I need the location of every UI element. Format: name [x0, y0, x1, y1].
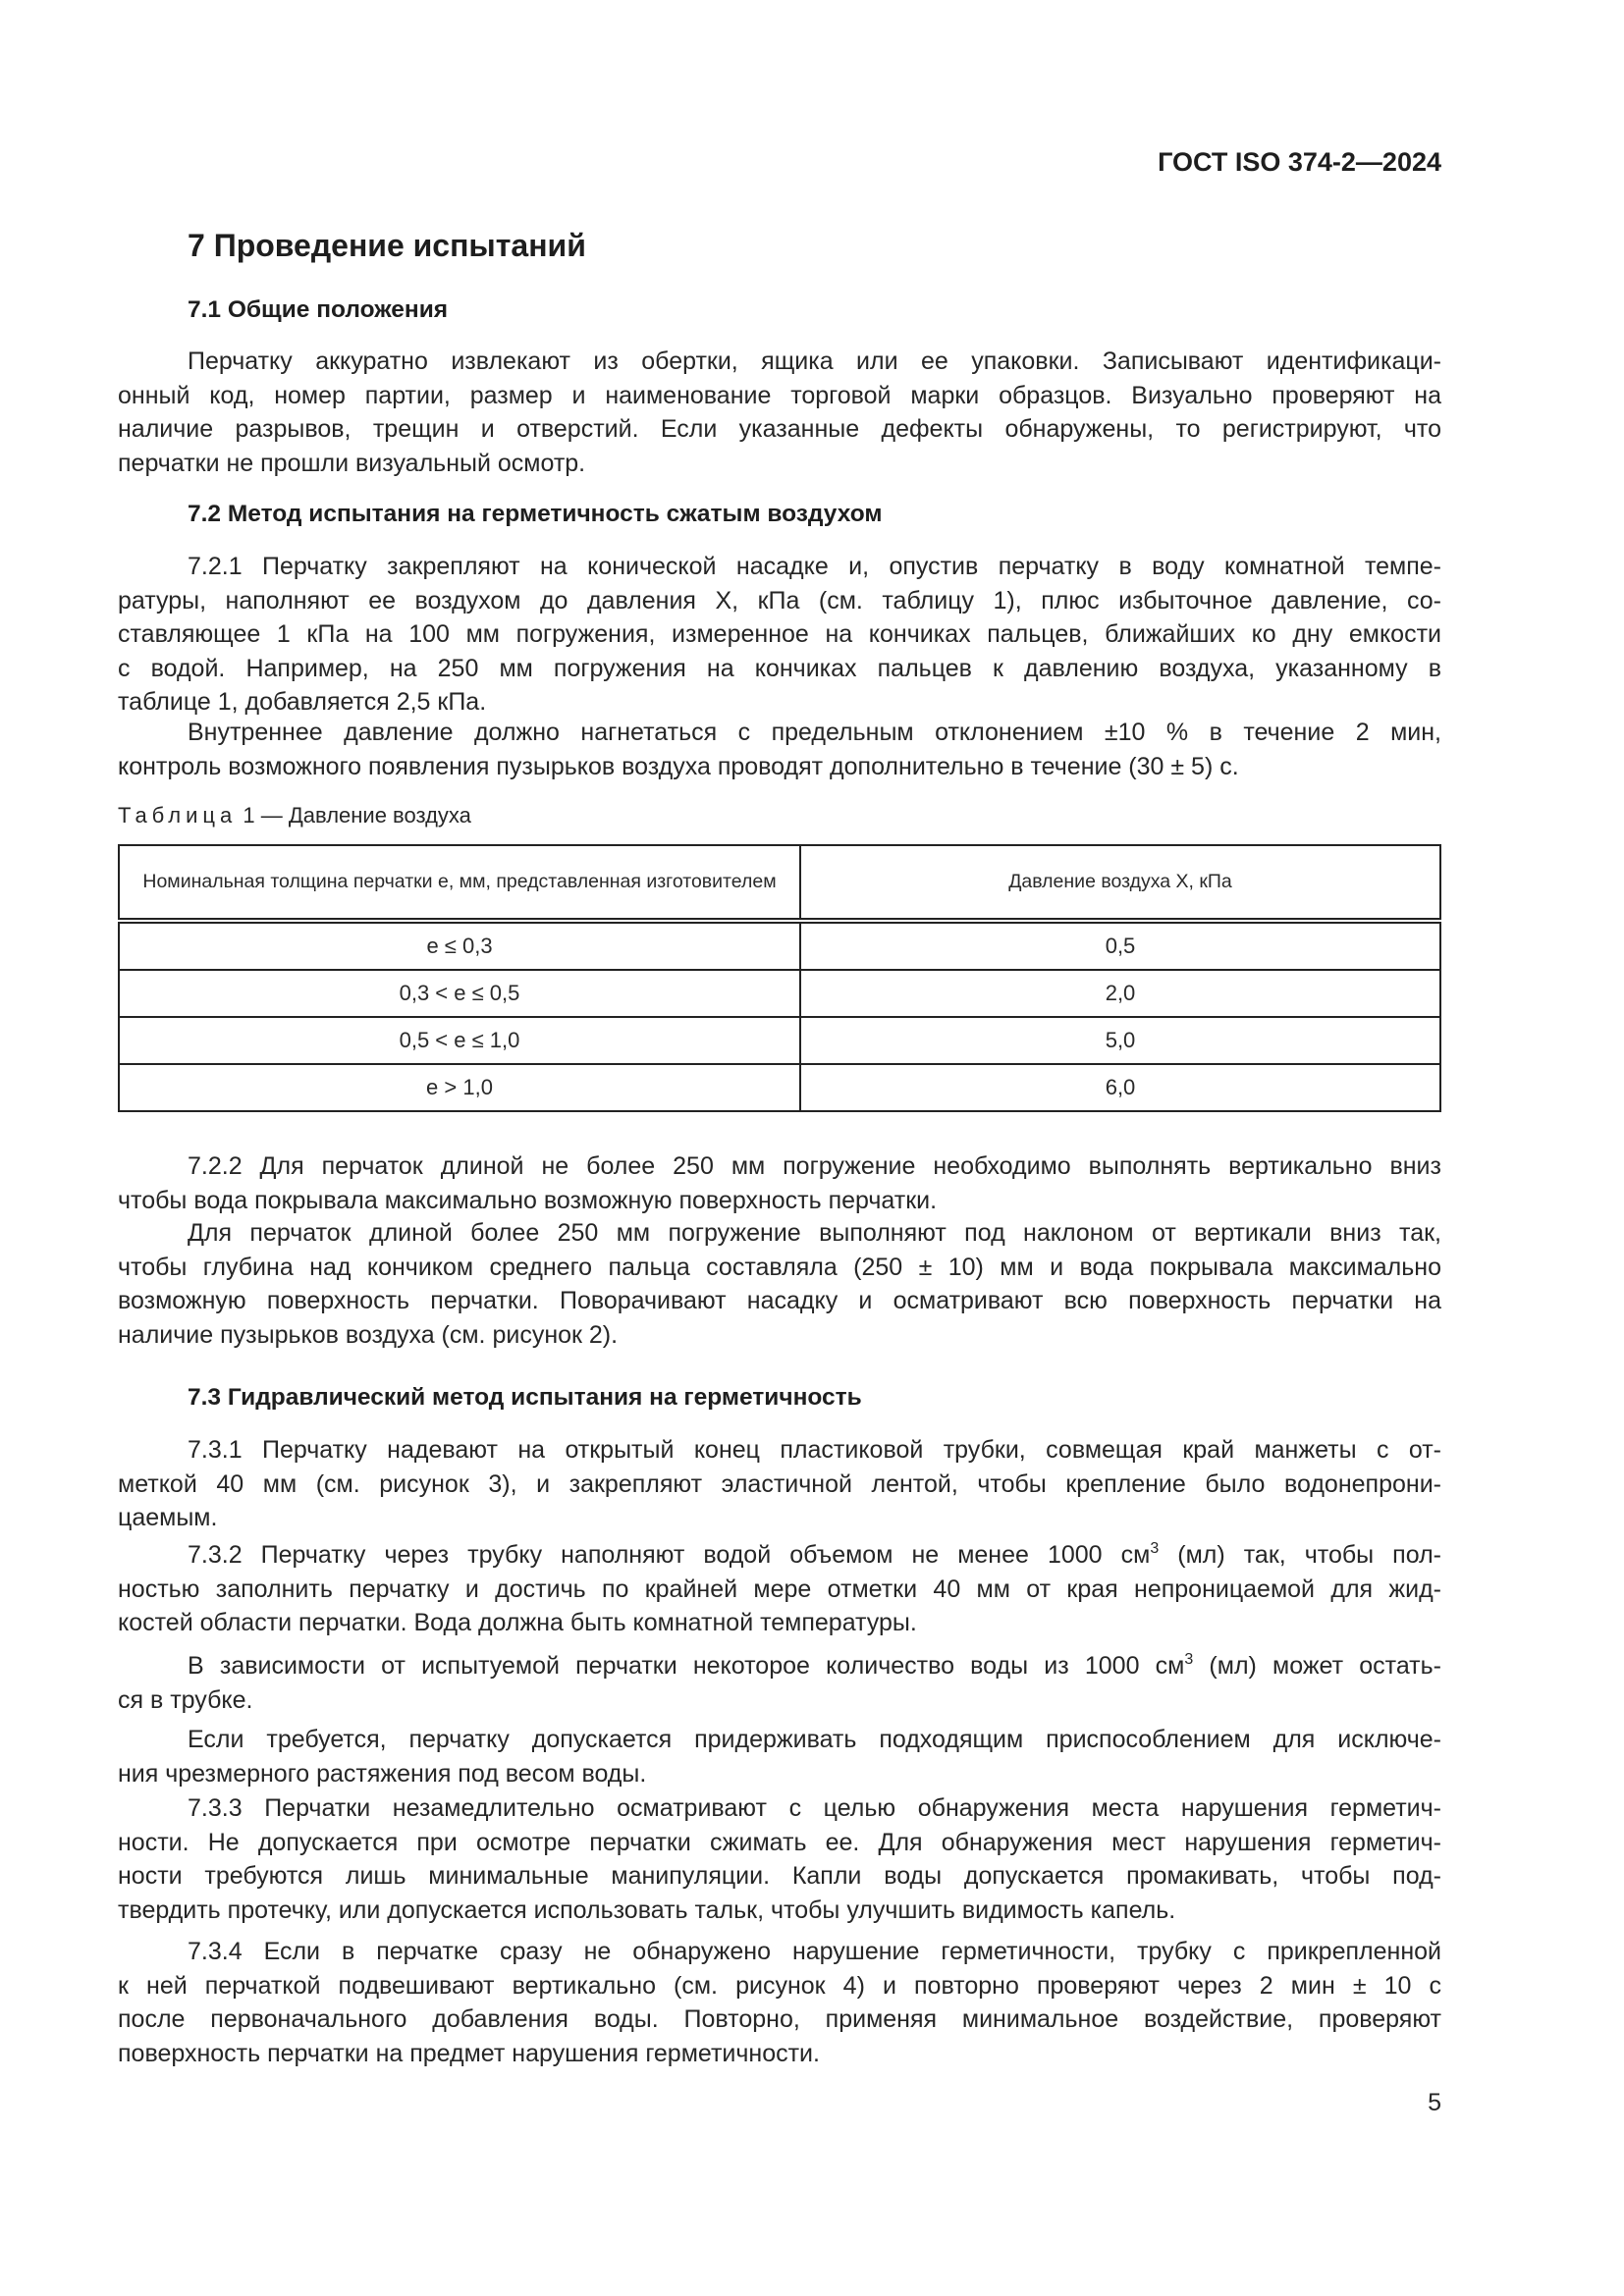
column-header-pressure: Давление воздуха X, кПа	[800, 845, 1440, 921]
text-line	[118, 584, 1441, 618]
text-line-content: контроль возможного появления пузырьков воздуха проводят дополнительно в течение (30 ± 5) с.	[118, 752, 1239, 780]
text-line-content: наличие разрывов, трещин и отверстий. Если указанные дефекты обнаружены, то регистрируют, что	[118, 415, 1441, 443]
text-line	[188, 1791, 1441, 1826]
text-line-content: после первоначального добавления воды. Повторно, применяя минимальное воздействие, проверяют	[118, 2005, 1441, 2033]
text-line-content: ности. Не допускается при осмотре перчатки сжимать ее. Для обнаружения мест нарушения герметич-	[118, 1828, 1441, 1856]
paragraph-holding-device	[118, 1723, 1441, 1790]
text-line-content: 7.2.2 Для перчаток длиной не более 250 мм погружение необходимо выполнять вертикально вниз	[188, 1152, 1441, 1180]
text-line-content: Для перчаток длиной более 250 мм погружение выполняют под наклоном от вертикали вниз так,	[188, 1219, 1441, 1247]
text-line-content: таблице 1, добавляется 2,5 кПа.	[118, 688, 487, 716]
text-line-content: возможную поверхность перчатки. Поворачивают насадку и осматривают всю поверхность перчатки на	[118, 1287, 1441, 1314]
table-row	[119, 1064, 1440, 1111]
subsection-heading-7-1: 7.1 Общие положения	[188, 296, 449, 323]
table-row	[119, 921, 1440, 970]
table-row	[119, 1017, 1440, 1064]
text-segment: (мл) может остать-	[1193, 1652, 1441, 1680]
table-cell-thickness: 0,5 < e ≤ 1,0	[119, 1017, 800, 1064]
paragraph-long-gloves	[118, 1216, 1441, 1352]
text-line-content: онный код, номер партии, размер и наименование торговой марки образцов. Визуально проверяют на	[118, 381, 1441, 409]
text-line	[118, 685, 1441, 720]
text-line-content: ния чрезмерного растяжения под весом воды.	[118, 1759, 647, 1788]
text-line-content: ратуры, наполняют ее воздухом до давления X, кПа (см. таблицу 1), плюс избыточное давление, со-	[118, 586, 1441, 614]
table-cell-thickness: e ≤ 0,3	[119, 921, 800, 970]
text-line-content: Внутреннее давление должно нагнетаться с предельным отклонением ±10 % в течение 2 мин,	[188, 719, 1441, 746]
table-caption-title: Давление воздуха	[288, 803, 471, 828]
text-line	[118, 379, 1441, 413]
text-line	[118, 1468, 1441, 1502]
paragraph-7-3-1	[118, 1433, 1441, 1535]
text-line-content: твердить протечку, или допускается использовать тальк, чтобы улучшить видимость капель.	[118, 1896, 1176, 1924]
text-line	[188, 1433, 1441, 1468]
text-line	[188, 1149, 1441, 1184]
text-line-content: перчатки не прошли визуальный осмотр.	[118, 449, 586, 477]
text-line	[188, 1216, 1441, 1251]
text-line	[118, 1284, 1441, 1318]
text-line-content: меткой 40 мм (см. рисунок 3), и закрепляют эластичной лентой, чтобы крепление было водонепрони-	[118, 1469, 1441, 1498]
text-line	[188, 1935, 1441, 1969]
table-cell-pressure: 2,0	[800, 970, 1440, 1017]
table-cell-thickness: e > 1,0	[119, 1064, 800, 1111]
page-number: 5	[1428, 2089, 1441, 2116]
text-line	[118, 2002, 1441, 2037]
text-line-content: ставляющее 1 кПа на 100 мм погружения, измеренное на кончиках пальцев, ближайших ко дну емкости	[118, 620, 1441, 648]
text-line	[188, 345, 1441, 379]
text-line	[188, 1723, 1441, 1757]
text-line-content: Если требуется, перчатку допускается придерживать подходящим приспособлением для исключе-	[188, 1726, 1441, 1753]
text-line-content: чтобы глубина над кончиком среднего пальца составляла (250 ± 10) мм и вода покрывала максимально	[118, 1253, 1441, 1281]
column-header-thickness: Номинальная толщина перчатки e, мм, представленная изготовителем	[119, 845, 800, 921]
text-segment: В зависимости от испытуемой перчатки некоторое количество воды из 1000 см	[188, 1652, 1185, 1680]
text-line-content: костей области перчатки. Вода должна быть комнатной температуры.	[118, 1609, 917, 1636]
text-line	[188, 1538, 1441, 1573]
paragraph-internal-pressure	[118, 716, 1441, 783]
air-pressure-table	[118, 844, 1441, 1112]
table-cell-thickness: 0,3 < e ≤ 0,5	[119, 970, 800, 1017]
text-line	[118, 1826, 1441, 1860]
text-line-content: поверхность перчатки на предмет нарушения герметичности.	[118, 2039, 820, 2067]
text-line-content: к ней перчаткой подвешивают вертикально (см. рисунок 4) и повторно проверяют через 2 мин ± 10 с	[118, 1971, 1441, 2000]
text-line	[118, 1683, 1441, 1718]
text-line-content: 7.2.1 Перчатку закрепляют на конической насадке и, опустив перчатку в воду комнатной темпе-	[188, 553, 1441, 580]
text-line	[118, 1184, 1441, 1218]
superscript: 3	[1184, 1651, 1194, 1668]
paragraph-7-3-4	[118, 1935, 1441, 2070]
text-line	[118, 1757, 1441, 1791]
table-cell-pressure: 6,0	[800, 1064, 1440, 1111]
text-line	[118, 1573, 1441, 1607]
text-segment: 7.3.2 Перчатку через трубку наполняют водой объемом не менее 1000 см	[188, 1541, 1151, 1569]
document-id: ГОСТ ISO 374-2—2024	[1158, 147, 1441, 177]
text-line	[118, 1894, 1441, 1928]
paragraph-7-3-2	[118, 1538, 1441, 1640]
text-line	[188, 1649, 1441, 1683]
text-line	[118, 1859, 1441, 1894]
text-segment: (мл) так, чтобы пол-	[1159, 1541, 1441, 1569]
text-line-content: 7.3.3 Перчатки незамедлительно осматривают с целью обнаружения места нарушения герметич-	[188, 1794, 1441, 1822]
table-cell-pressure: 5,0	[800, 1017, 1440, 1064]
text-line-content	[188, 1652, 1441, 1680]
superscript: 3	[1150, 1540, 1160, 1557]
text-line	[118, 1501, 1441, 1535]
text-line	[118, 1969, 1441, 2003]
table-row	[119, 970, 1440, 1017]
text-line-content: наличие пузырьков воздуха (см. рисунок 2).	[118, 1320, 619, 1349]
text-line	[118, 652, 1441, 686]
paragraph-7-2-2	[118, 1149, 1441, 1217]
text-line	[188, 716, 1441, 750]
text-line	[118, 447, 1441, 481]
text-line	[118, 1606, 1441, 1640]
subsection-heading-7-2: 7.2 Метод испытания на герметичность сжатым воздухом	[188, 501, 883, 527]
text-line-content: чтобы вода покрывала максимально возможную поверхность перчатки.	[118, 1186, 938, 1214]
table-header-row	[119, 845, 1440, 921]
text-line-content	[188, 1541, 1441, 1569]
text-line-content: с водой. Например, на 250 мм погружения на кончиках пальцев к давлению воздуха, указанному в	[118, 654, 1441, 682]
text-line	[118, 1251, 1441, 1285]
section-title: 7 Проведение испытаний	[188, 228, 586, 263]
text-line-content: ности требуются лишь минимальные манипуляции. Капли воды допускается промакивать, чтобы под-	[118, 1862, 1441, 1890]
text-line-content: ся в трубке.	[118, 1685, 253, 1714]
paragraph-7-2-1	[118, 550, 1441, 720]
table-caption-label: Таблица	[118, 803, 238, 828]
text-line	[118, 412, 1441, 447]
text-line-content: 7.3.1 Перчатку надевают на открытый конец пластиковой трубки, совмещая край манжеты с от-	[188, 1436, 1441, 1464]
subsection-heading-7-3: 7.3 Гидравлический метод испытания на герметичность	[188, 1384, 862, 1411]
text-line	[118, 1318, 1441, 1353]
table-caption	[118, 803, 471, 828]
table-cell-pressure: 0,5	[800, 921, 1440, 970]
text-line	[118, 750, 1441, 784]
paragraph-7-3-3	[118, 1791, 1441, 1927]
text-line-content: 7.3.4 Если в перчатке сразу не обнаружено нарушение герметичности, трубку с прикрепленной	[188, 1938, 1441, 1965]
text-line	[188, 550, 1441, 584]
table-caption-number: 1 —	[243, 803, 283, 828]
paragraph-general	[118, 345, 1441, 480]
text-line-content: цаемым.	[118, 1504, 218, 1531]
text-line-content: ностью заполнить перчатку и достичь по крайней мере отметки 40 мм от края непроницаемой для жид-	[118, 1575, 1441, 1603]
text-line	[118, 617, 1441, 652]
text-line-content: Перчатку аккуратно извлекают из обертки, ящика или ее упаковки. Записывают идентификаци-	[188, 347, 1441, 375]
paragraph-water-remains	[118, 1649, 1441, 1717]
text-line	[118, 2037, 1441, 2071]
